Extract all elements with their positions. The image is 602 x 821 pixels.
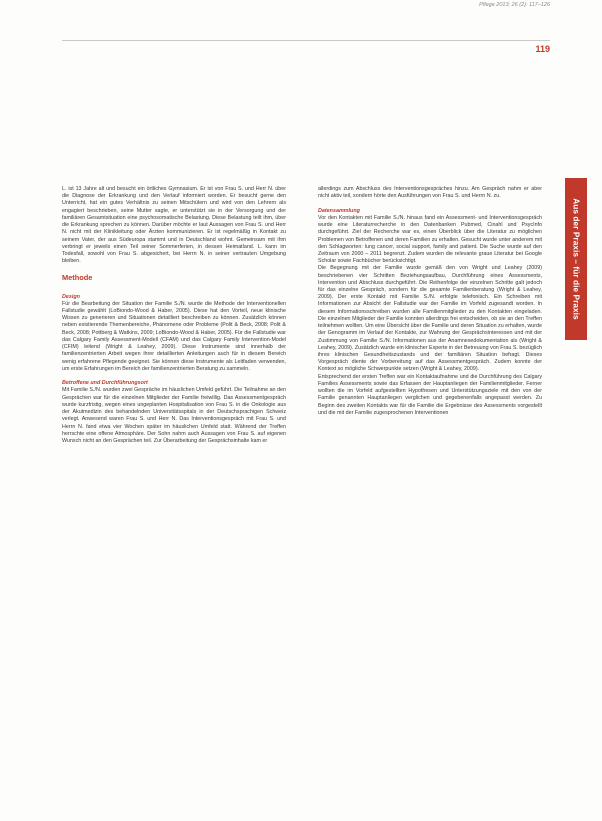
subjects-heading: Betroffene und Durchführungsort	[62, 380, 148, 387]
data-paragraph-1: Vor den Kontakten mit Familie S./N. hinaus fand ein Assessment- und Interventionsgespräch wurde eine Literaturrecherche in den Datenbanken Pubmed, Cinahl und PsycInfo durchgeführt. Ziel der Recherche war es, einen Überblick über die Literatur zu möglichen Problemen von Betroffenen und deren Familien zu erhalten. Gesucht wurde unter anderem mit den Schlagworten: lung cancer, social support, family and patient. Die Suche wurde auf den Zeitraum von 2000 – 2011 begrenzt. Zudem wurden die relevante graue Literatur bei Google Scholar sowie Fachbücher berücksichtigt.	[318, 214, 542, 265]
data-paragraph-2: Die Begegnung mit der Familie wurde gemäß den von Wright und Leahey (2009) beschriebenen vier Schritten Beziehungsaufbau, Durchführung eines Assessments, Intervention und Abschluss durchgeführt. Die Reihenfolge der einzelnen Schritte galt jedoch für das einzelne Gespräch, sondern für die gesamte Familienberatung (Wright & Leahey, 2009). Der erste Kontakt mit Familie S./N. erfolgte telefonisch. Ein Schreiben mit Informationen zur Absicht der Fallstudie war der Familie im Vorfeld zugesandt worden. In diesem Informationsschreiben wurden alle Familienmitglieder zu den Kontakten eingeladen. Die einzelnen Mitglieder der Familie konnten allerdings frei entscheiden, ob sie an den Treffen teilnehmen wollten. Um eine Übersicht über die Familie und deren Situation zu erhalten, wurde der Genogramm im Verlauf der Kontakte, zur Wahrung der Gesprächsinteressen und mit der Zustimmung von Familie S./N. Informationen aus der Anamnesedokumentation als (Wright & Leahey, 2009). Zusätzlich wurde ein klinischer Experte in der Betreuung von Frau S. bezüglich ihres klinischen Gesundheitszustands und der familiären Situation befragt. Dieses Vorgespräch diente der Vorbereitung auf das Assessmentgespräch. Zudem konnte der Kontext so mögliche Schwerpunkte setzen (Wright & Leahey, 2009).	[318, 265, 542, 373]
subjects-paragraph: Mit Familie S./N. wurden zwei Gespräche im häuslichen Umfeld geführt. Die Teilnahme an den Gesprächen war für die einzelnen Mitglieder der Familie freiwillig. Das Assessmentgespräch wurde kurzfristig, wegen eines ungeplanten Hospitalisation von Frau S. in die Onkologie aus der Akutmedizin des behandelnden Universitätsspitals in der Deutschsprachigen Schweiz verlegt. Anwesend waren Frau S. und Herr N. Das Interventionsgespräch mit Frau S. und Herrn N. fand etwa vier Wochen später im häuslichen Umfeld statt. Während der Treffen herrschte eine offene Atmosphäre. Der Sohn nahm auch Aussagen von Frau S. auf eigenen Wunsch nicht an den Gesprächen teil. Zur Überarbeitung der Gesprächsinhalte kam er	[62, 387, 286, 444]
design-paragraph: Für die Bearbeitung der Situation der Familie S./N. wurde die Methode der Interventionellen Fallstudie gewählt (LoBiondo-Wood & Haber, 2005). Diese hat den Vorteil, neue klinische Wissen zu generieren und Situationen detailliert beschreiben zu können. Zusätzlich können neben existierende Themenbereiche, Phänomene oder Probleme (Polit & Beck, 2008; Polit & Beck, 2008; Pottberg & Watkins, 2009; LoBiondo-Wood & Haber, 2005). Für die Fallstudie war das Calgary Family Assessment-Modell (CFAM) und das Calgary Family Intervention-Model (CFIM) leitend (Wright & Leahey, 2009). Diese Instrumente sind innerhalb der familienzentrierten Arbeit wegen ihrer detaillierten Anleitungen auch für in diesem Bereich wenig erfahrene Pflegende geeignet. Sie können diese Instrumente als Leitfaden verwenden, um erste Erfahrungen im Bereich der familienzentrierten Beratung zu sammeln.	[62, 300, 286, 372]
intro-paragraph: L. ist 13 Jahre alt und besucht ein örtliches Gymnasium. Er ist von Frau S. und Herr N. über die Diagnose der Erkrankung und den Verlauf informiert worden. Er besucht gerne den Unterricht, hat ein gutes Verhältnis zu seinen Mitschülern und wird von den Lehrern als engagiert beschrieben, seine Mutter sagte, er unterstützt sie in der Versorgung und der familiären Gesamtsituation eine psychosomatische Belastung. Diese Belastung teilt ihm, über die Erkrankung sprechen zu können. Darüber möchte er laut Aussagen von Frau S. und Herr N. nicht mit der Klinikleitung oder Ärzten kommunizieren. Er ist regelmäßig in Kontakt zu seinem Vater, der aus Südeuropa stammt und in Deutschland wohnt. Gemeinsam mit ihm verbringt er jeweils einen Teil seiner Sommerferien, in dessen Heimatland. L. kann im Todesfall, sowohl von Frau S. abgesichert, bei Herrn N. in seiner vertrauten Umgebung bleiben.	[62, 186, 286, 265]
data-paragraph-3: Entsprechend der ersten Treffen war ein Kontaktaufnahme und die Durchführung des Calgary Families Assessments sowie das Erfassen der Hauptanliegen der Familienmitglieder. Ferner wollten die im Vorfeld aufgestellten Hypothesen und Unterstützungsziele mit den von der Familie genannten Hauptanliegen verglichen und gegebenenfalls angepasst werden. Zu Beginn des zweiten Kontakts war für die Familie die Ergebnisse des Assessments vorgestellt und die mit der Familie zugesprochenen Interventionen	[318, 373, 542, 416]
design-heading: Design	[62, 293, 80, 300]
section-side-tab	[565, 178, 587, 340]
right-intro-paragraph: allerdings zum Abschluss des Interventionsgespräches hinzu. Am Gespräch nahm er aber nicht aktiv teil, sondern hörte den Ausführungen von Frau S. und Herrn N. zu.	[318, 186, 542, 200]
data-collection-heading: Datensammlung	[318, 207, 360, 214]
side-tab-label: Aus der Praxis – für die Praxis	[571, 198, 581, 320]
page-number: 119	[535, 44, 550, 54]
header-rule	[62, 40, 550, 41]
right-column	[318, 186, 542, 417]
methods-heading: Methode	[62, 272, 93, 282]
running-head: Pflege 2013; 26 (2): 117–126	[479, 2, 550, 8]
left-column	[62, 186, 286, 445]
